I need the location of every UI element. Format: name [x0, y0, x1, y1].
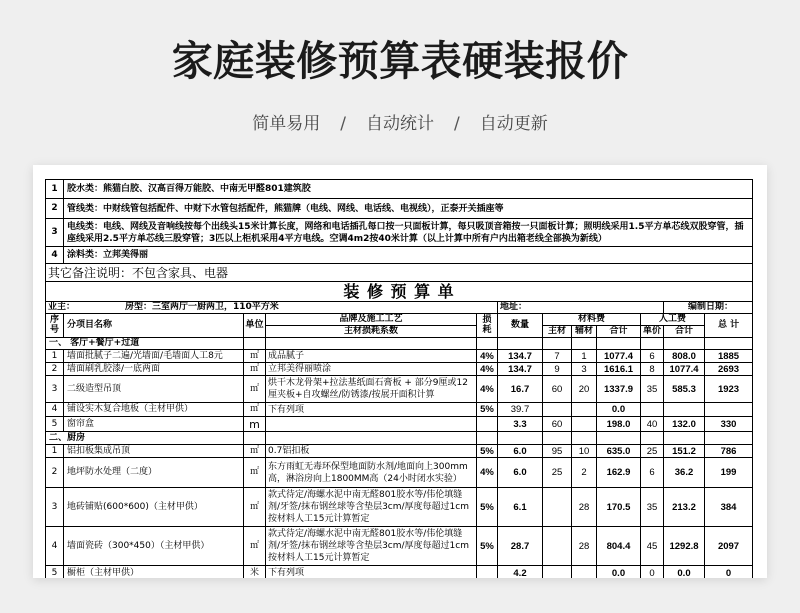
material-total: 0.0 [597, 403, 641, 417]
main-material-price: 9 [543, 363, 572, 376]
main-material-price: 95 [543, 445, 572, 458]
material-total: 198.0 [597, 417, 641, 432]
unit: ㎡ [244, 403, 266, 417]
house-type: 房型：三室两厅一厨两卫，110平方米 [125, 302, 279, 312]
labor-total: 132.0 [664, 417, 705, 432]
separator: / [340, 114, 346, 134]
row-number: 4 [46, 403, 64, 417]
note-number: 1 [46, 180, 64, 199]
labor-total [664, 403, 705, 417]
item-name: 墙面瓷砖（300*450）（主材甲供） [64, 527, 244, 566]
quantity: 6.0 [498, 445, 543, 458]
main-material-price: 25 [543, 458, 572, 488]
header-labor-total: 合计 [664, 326, 705, 338]
loss-rate: 5% [477, 527, 498, 566]
aux-material-price: 20 [572, 376, 597, 403]
row-number: 3 [46, 376, 64, 403]
row-number: 3 [46, 488, 64, 527]
item-name: 铺设实木复合地板（主材甲供） [64, 403, 244, 417]
item-name: 地坪防水处理（二度） [64, 458, 244, 488]
main-material-price: 7 [543, 350, 572, 363]
quantity: 4.2 [498, 566, 543, 579]
header-brand-sub: 主材损耗系数 [266, 326, 477, 338]
feature-tagline [0, 113, 800, 135]
loss-rate: 4% [477, 458, 498, 488]
labor-price: 45 [641, 527, 664, 566]
item-name: 二级造型吊顶 [64, 376, 244, 403]
header-loss [477, 314, 498, 338]
labor-price [641, 403, 664, 417]
remark-text: 其它备注说明：不包含家具、电器 [46, 264, 753, 282]
section-row [46, 338, 753, 350]
labor-total: 808.0 [664, 350, 705, 363]
feature-tag: 简单易用 [252, 114, 321, 134]
header-brand: 品牌及施工工艺 [266, 314, 477, 326]
aux-material-price: 1 [572, 350, 597, 363]
note-number: 4 [46, 247, 64, 264]
brand-process: 立邦美得丽喷涂 [266, 363, 477, 376]
section-title: 一、 客厅+餐厅+过道 [46, 338, 244, 350]
material-total: 1077.4 [597, 350, 641, 363]
aux-material-price [572, 403, 597, 417]
header-row [46, 314, 753, 326]
aux-material-price [572, 566, 597, 579]
unit: ㎡ [244, 527, 266, 566]
unit: ㎡ [244, 350, 266, 363]
unit: m [244, 417, 266, 432]
aux-material-price: 28 [572, 488, 597, 527]
labor-total: 1292.8 [664, 527, 705, 566]
info-row [46, 302, 753, 314]
quantity: 134.7 [498, 363, 543, 376]
row-total: 199 [705, 458, 753, 488]
owner-cell [46, 302, 498, 314]
row-number: 1 [46, 350, 64, 363]
remark-row [46, 264, 753, 282]
item-name: 墙面批腻子二遍/光墙面/毛墙面人工8元 [64, 350, 244, 363]
section-row [46, 432, 753, 445]
budget-title-row [46, 282, 753, 302]
header-total: 总 计 [705, 314, 753, 338]
loss-rate: 4% [477, 376, 498, 403]
item-name: 橱柜（主材甲供） [64, 566, 244, 579]
header-qty: 数量 [498, 314, 543, 338]
brand-process [266, 417, 477, 432]
header-item: 分项目名称 [64, 314, 244, 338]
aux-material-price: 2 [572, 458, 597, 488]
address-label: 地址： [498, 302, 664, 314]
labor-total: 0.0 [664, 566, 705, 579]
labor-total: 36.2 [664, 458, 705, 488]
date-label: 编制日期： [664, 302, 753, 314]
note-number: 2 [46, 199, 64, 219]
aux-material-price: 3 [572, 363, 597, 376]
labor-price: 35 [641, 488, 664, 527]
material-total: 1337.9 [597, 376, 641, 403]
row-total [705, 403, 753, 417]
brand-process: 烘干木龙骨架+拉法基纸面石膏板 + 部分9厘或12厘夹板+自攻螺丝/防锈漆/按展开面积计算 [266, 376, 477, 403]
brand-process: 款式待定/海螺水泥中南无醛801胶水等/伟伦填缝剂/牙签/抹布钢丝球等含垫层3cm/厚度每超过1cm按材料人工15元计算暂定 [266, 488, 477, 527]
table-row [46, 350, 753, 363]
page-title: 家庭装修预算表硬装报价 [171, 37, 629, 85]
quantity: 6.0 [498, 458, 543, 488]
row-total: 0 [705, 566, 753, 579]
owner-label: 业主： [48, 302, 76, 312]
quantity: 6.1 [498, 488, 543, 527]
header-labor-price: 单价 [641, 326, 664, 338]
material-total: 162.9 [597, 458, 641, 488]
row-total: 1923 [705, 376, 753, 403]
unit: ㎡ [244, 458, 266, 488]
main-material-price: 60 [543, 376, 572, 403]
table-row [46, 488, 753, 527]
note-number: 3 [46, 219, 64, 247]
table-row [46, 403, 753, 417]
item-name: 地砖铺贴(600*600)（主材甲供） [64, 488, 244, 527]
item-name: 窗帘盒 [64, 417, 244, 432]
unit: ㎡ [244, 488, 266, 527]
table-row [46, 566, 753, 579]
row-total: 1885 [705, 350, 753, 363]
material-total: 635.0 [597, 445, 641, 458]
labor-price: 25 [641, 445, 664, 458]
labor-price: 35 [641, 376, 664, 403]
note-text: 电线类：电线、网线及音响线按每个出线头15米计算长度，网络和电话插孔每口按一只面板计算，每只吸顶音箱按一只面板计算；照明线采用1.5平方单芯线双股穿管，插座线采用2.5平方单芯线三股穿管；3匹以上柜机采用4平方电线。空调4m2按40米计算（以上计算中所有户内出箱老线全部换为新线） [64, 219, 753, 247]
labor-price: 8 [641, 363, 664, 376]
material-total: 170.5 [597, 488, 641, 527]
quantity: 28.7 [498, 527, 543, 566]
note-text: 涂料类：立邦美得丽 [64, 247, 753, 264]
aux-material-price [572, 417, 597, 432]
brand-process: 款式待定/海螺水泥中南无醛801胶水等/伟伦填缝剂/牙签/抹布钢丝球等含垫层3cm/厚度每超过1cm按材料人工15元计算暂定 [266, 527, 477, 566]
row-total: 330 [705, 417, 753, 432]
brand-process: 下有列项 [266, 566, 477, 579]
labor-price: 40 [641, 417, 664, 432]
main-material-price: 60 [543, 417, 572, 432]
unit: ㎡ [244, 363, 266, 376]
labor-price: 0 [641, 566, 664, 579]
loss-rate [477, 417, 498, 432]
aux-material-price: 10 [572, 445, 597, 458]
quantity: 16.7 [498, 376, 543, 403]
note-row [46, 199, 753, 219]
labor-total: 1077.4 [664, 363, 705, 376]
loss-rate: 5% [477, 445, 498, 458]
main-material-price [543, 527, 572, 566]
loss-rate: 5% [477, 403, 498, 417]
material-total: 0.0 [597, 566, 641, 579]
main-material-price [543, 488, 572, 527]
main-material-price [543, 403, 572, 417]
labor-total: 585.3 [664, 376, 705, 403]
row-total: 2097 [705, 527, 753, 566]
header-main: 主材 [543, 326, 572, 338]
labor-total: 213.2 [664, 488, 705, 527]
loss-rate: 5% [477, 488, 498, 527]
budget-table [45, 179, 753, 578]
separator: / [454, 114, 460, 134]
spreadsheet-preview-card [33, 165, 767, 578]
header-loss-label: 损耗 [482, 315, 492, 335]
row-total: 786 [705, 445, 753, 458]
quantity: 134.7 [498, 350, 543, 363]
aux-material-price: 28 [572, 527, 597, 566]
note-row [46, 219, 753, 247]
labor-price: 6 [641, 350, 664, 363]
row-number: 5 [46, 566, 64, 579]
feature-tag: 自动更新 [479, 114, 548, 134]
header-unit: 单位 [244, 314, 266, 338]
note-text: 管线类：中财线管包括配件、中财下水管包括配件，熊猫牌（电线、网线、电话线、电视线），正泰开关插座等 [64, 199, 753, 219]
feature-tag: 自动统计 [366, 114, 434, 134]
header-no-label: 序号 [49, 315, 59, 335]
row-number: 5 [46, 417, 64, 432]
row-number: 4 [46, 527, 64, 566]
table-row [46, 376, 753, 403]
header-aux: 辅材 [572, 326, 597, 338]
table-row [46, 363, 753, 376]
material-total: 1616.1 [597, 363, 641, 376]
brand-process: 0.7铝扣板 [266, 445, 477, 458]
header-material-total: 合计 [597, 326, 641, 338]
table-row [46, 458, 753, 488]
table-row [46, 417, 753, 432]
row-number: 1 [46, 445, 64, 458]
header-labor: 人工费 [641, 314, 705, 326]
quantity: 39.7 [498, 403, 543, 417]
loss-rate: 4% [477, 350, 498, 363]
item-name: 铝扣板集成吊顶 [64, 445, 244, 458]
brand-process: 下有列项 [266, 403, 477, 417]
brand-process: 成品腻子 [266, 350, 477, 363]
row-total: 384 [705, 488, 753, 527]
labor-total: 151.2 [664, 445, 705, 458]
row-number: 2 [46, 458, 64, 488]
section-title: 二、厨房 [46, 432, 244, 445]
item-name: 墙面刷乳胶漆/一底两面 [64, 363, 244, 376]
brand-process: 东方雨虹无毒环保型地面防水剂/地面向上300mm高，淋浴房向上1800MM高（24小时闭水实验） [266, 458, 477, 488]
note-row [46, 247, 753, 264]
note-text: 胶水类：熊猫白胶、汉高百得万能胶、中南无甲醛801建筑胶 [64, 180, 753, 199]
labor-price: 6 [641, 458, 664, 488]
row-total: 2693 [705, 363, 753, 376]
header-no [46, 314, 64, 338]
quantity: 3.3 [498, 417, 543, 432]
main-material-price [543, 566, 572, 579]
unit: 米 [244, 566, 266, 579]
note-row [46, 180, 753, 199]
loss-rate: 4% [477, 363, 498, 376]
table-row [46, 445, 753, 458]
row-number: 2 [46, 363, 64, 376]
material-total: 804.4 [597, 527, 641, 566]
budget-title: 装 修 预 算 单 [46, 282, 753, 302]
table-row [46, 527, 753, 566]
unit: ㎡ [244, 376, 266, 403]
loss-rate [477, 566, 498, 579]
header-material: 材料费 [543, 314, 641, 326]
unit: ㎡ [244, 445, 266, 458]
